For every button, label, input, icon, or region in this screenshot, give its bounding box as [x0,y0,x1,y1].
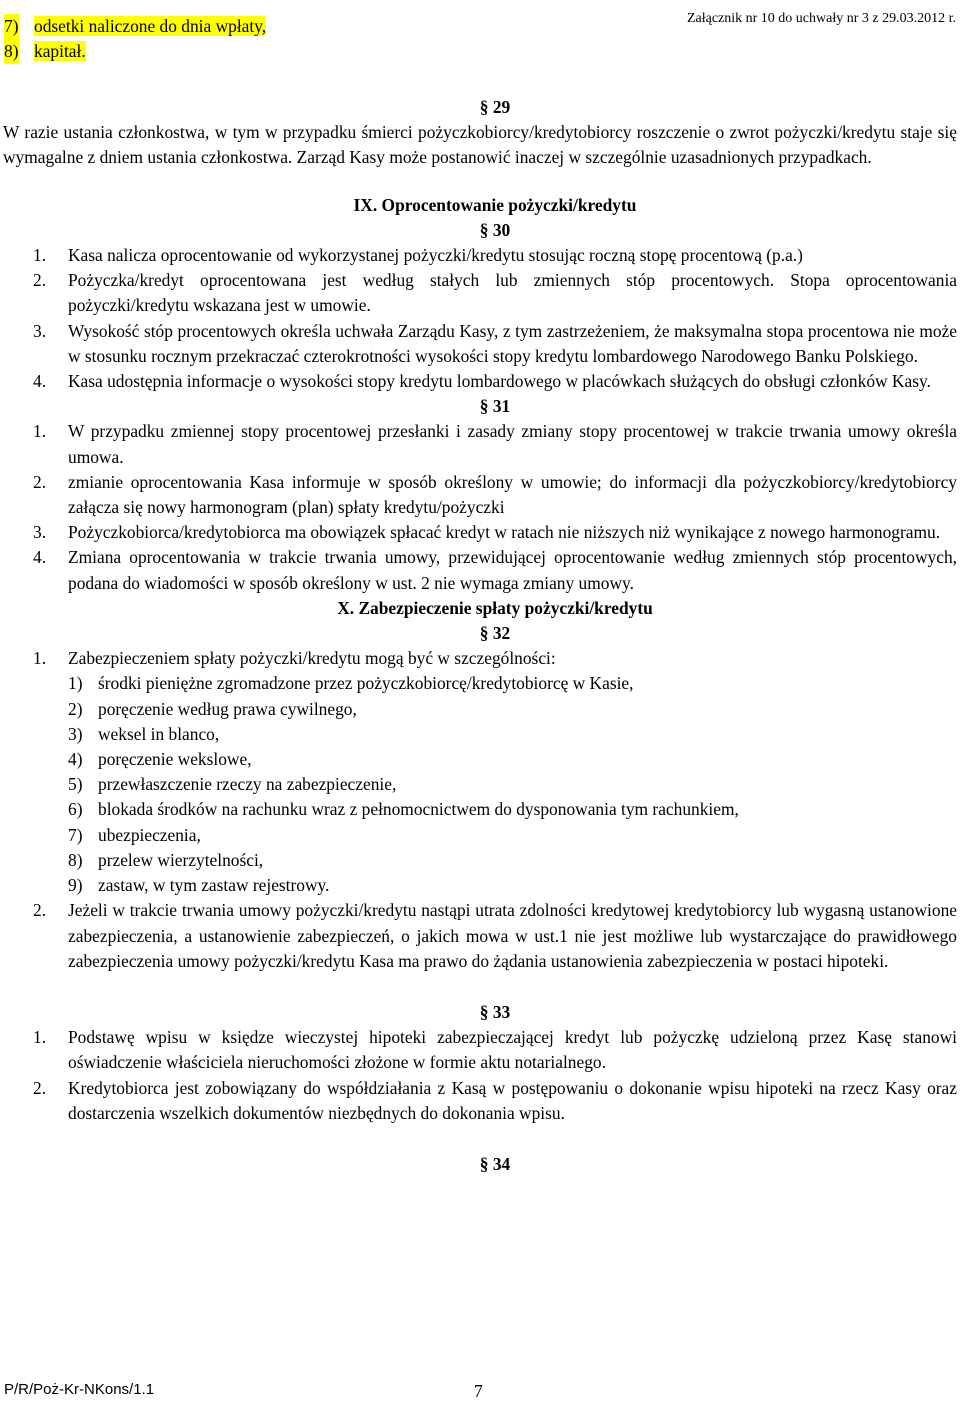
section-33-item [33,1025,957,1075]
subitem-number: 8) [68,849,83,870]
item-number: 2. [33,270,47,291]
header-attachment: Załącznik nr 10 do uchwały nr 3 z 29.03.2012 r. [686,11,956,26]
section-32-title: § 32 [479,623,511,644]
subitem-number: 6) [68,799,83,820]
item-text: Pożyczka/kredyt oprocentowana jest według stałych lub zmiennych stóp procentowych. Stopa oprocentowania pożyczki/kredytu wskazana jest w umowie. [68,270,957,316]
subitem-text: poręczenie według prawa cywilnego, [98,698,357,719]
item-text: W przypadku zmiennej stopy procentowej przesłanki i zasady zmiany stopy procentowej w trakcie trwania umowy określa umowa. [68,421,957,467]
item-text: Zabezpieczeniem spłaty pożyczki/kredytu mogą być w szczególności: [68,648,556,669]
section-32-subitem [33,823,957,848]
section-32-subitem [33,747,957,772]
section-32-item [33,898,957,974]
subitem-number: 9) [68,875,83,896]
document-body [3,95,957,1177]
item-number: 4. [33,371,47,392]
item-number: 2. [33,1077,47,1098]
item-number: 1. [33,1027,47,1048]
section-32-subitem [33,671,957,696]
item-text: Kasa nalicza oprocentowanie od wykorzystanej pożyczki/kredytu stosując roczną stopę procentową (p.a.) [68,245,803,266]
section-31-item [33,419,957,469]
subitem-text: ubezpieczenia, [98,824,201,845]
subitem-text: środki pieniężne zgromadzone przez pożyczkobiorcę/kredytobiorcę w Kasie, [98,673,634,694]
section-33-item [33,1076,957,1126]
section-32-subitem [33,873,957,898]
subitem-text: poręczenie wekslowe, [98,749,252,770]
section-31-item [33,520,957,545]
subitem-number: 7) [68,824,83,845]
item-number: 1. [33,648,47,669]
item-text: Pożyczkobiorca/kredytobiorca ma obowiązek spłacać kredyt w ratach nie niższych niż wynikające z nowego harmonogramu. [68,522,941,543]
section-34-title: § 34 [479,1153,511,1174]
item-number: 2. [33,471,47,492]
item-text: Kasa udostępnia informacje o wysokości stopy kredytu lombardowego w placówkach służących do obsługi członków Kasy. [68,371,931,392]
item-text: Podstawę wpisu w księdze wieczystej hipoteki zabezpieczającej kredyt lub pożyczkę udzieloną przez Kasę stanowi oświadczenie właściciela nieruchomości złożone w formie aktu notarialnego. [68,1027,957,1073]
section-32-item [33,646,957,671]
item-text: Jeżeli w trakcie trwania umowy pożyczki/kredytu nastąpi utrata zdolności kredytowej kredytobiorcy lub wygasną ustanowione zabezpieczenia, a ustanowienie zabezpieczeń, o jakich mowa w ust.1 nie jest możliwe lub wystarczające do prawidłowego zabezpieczenia umowy pożyczki/kredytu Kasa ma prawo do żądania ustanowienia zabezpieczenia w postaci hipoteki. [68,900,957,971]
section-29-title: § 29 [479,97,511,117]
subitem-number: 5) [68,774,83,795]
section-30-item [33,268,957,318]
item-text: odsetki naliczone do dnia wpłaty, [34,16,267,36]
section-31-item [33,470,957,520]
section-30-item [33,369,957,394]
item-text: kapitał. [34,41,86,62]
section-30-item [33,319,957,369]
section-32-subitem [33,697,957,722]
item-number: 8) [4,39,19,64]
list-item [4,14,266,39]
subitem-number: 2) [68,698,83,719]
item-number: 1. [33,421,47,442]
page-number: 7 [474,1381,483,1401]
item-text: Kredytobiorca jest zobowiązany do współdziałania z Kasą w postępowaniu o dokonanie wpisu hipoteki na rzecz Kasy oraz dostarczenia wszelkich dokumentów niezbędnych do dokonania wpisu. [68,1077,957,1123]
section-32-subitem [33,797,957,822]
section-32-subitem [33,722,957,747]
item-number: 4. [33,547,47,568]
item-text: zmianie oprocentowania Kasa informuje w sposób określony w umowie; do informacji dla pożyczkobiorcy/kredytobiorcy załącza się nowy harmonogram (plan) spłaty kredytu/pożyczki [68,471,957,518]
subitem-text: blokada środków na rachunku wraz z pełnomocnictwem do dysponowania tym rachunkiem, [98,799,739,820]
subitem-number: 4) [68,749,83,770]
footer-document-code: P/R/Poż-Kr-NKons/1.1 [4,1381,155,1398]
list-item [4,39,266,64]
subitem-text: weksel in blanco, [98,723,220,744]
item-number: 2. [33,900,47,921]
section-30-title: § 30 [479,219,511,240]
section-31-title: § 31 [479,396,511,417]
section-33-title: § 33 [479,1001,511,1022]
subitem-text: przelew wierzytelności, [98,849,264,870]
subitem-text: przewłaszczenie rzeczy na zabezpieczenie, [98,774,397,795]
subitem-text: zastaw, w tym zastaw rejestrowy. [98,875,330,896]
item-number: 1. [33,245,47,266]
item-text: Zmiana oprocentowania w trakcie trwania umowy, przewidującej oprocentowanie według zmiennych stóp procentowych, podana do wiadomości w sposób określony w ust. 2 nie wymaga zmiany umowy. [68,547,957,593]
section-30-item [33,243,957,268]
chapter-10-title: X. Zabezpieczenie spłaty pożyczki/kredytu [337,597,653,618]
chapter-9-title: IX. Oprocentowanie pożyczki/kredytu [353,194,637,215]
item-number: 7) [4,14,19,39]
section-32-subitem [33,772,957,797]
item-number: 3. [33,320,47,341]
section-32-subitem [33,848,957,873]
subitem-number: 1) [68,673,83,694]
section-31-item [33,545,957,595]
item-text: Wysokość stóp procentowych określa uchwała Zarządu Kasy, z tym zastrzeżeniem, że maksymalna stopa procentowa nie może w stosunku rocznym przekraczać czterokrotności wysokości stopy kredytu lombardowego Narodowego Banku Polskiego. [68,320,957,366]
section-29-text: W razie ustania członkostwa, w tym w przypadku śmierci pożyczkobiorcy/kredytobiorcy roszczenie o zwrot pożyczki/kredytu staje się wymagalne z dniem ustania członkostwa. Zarząd Kasy może postanowić inaczej w szczególnie uzasadnionych przypadkach. [3,122,957,168]
top-list [4,14,266,64]
subitem-number: 3) [68,723,83,744]
item-number: 3. [33,522,47,543]
